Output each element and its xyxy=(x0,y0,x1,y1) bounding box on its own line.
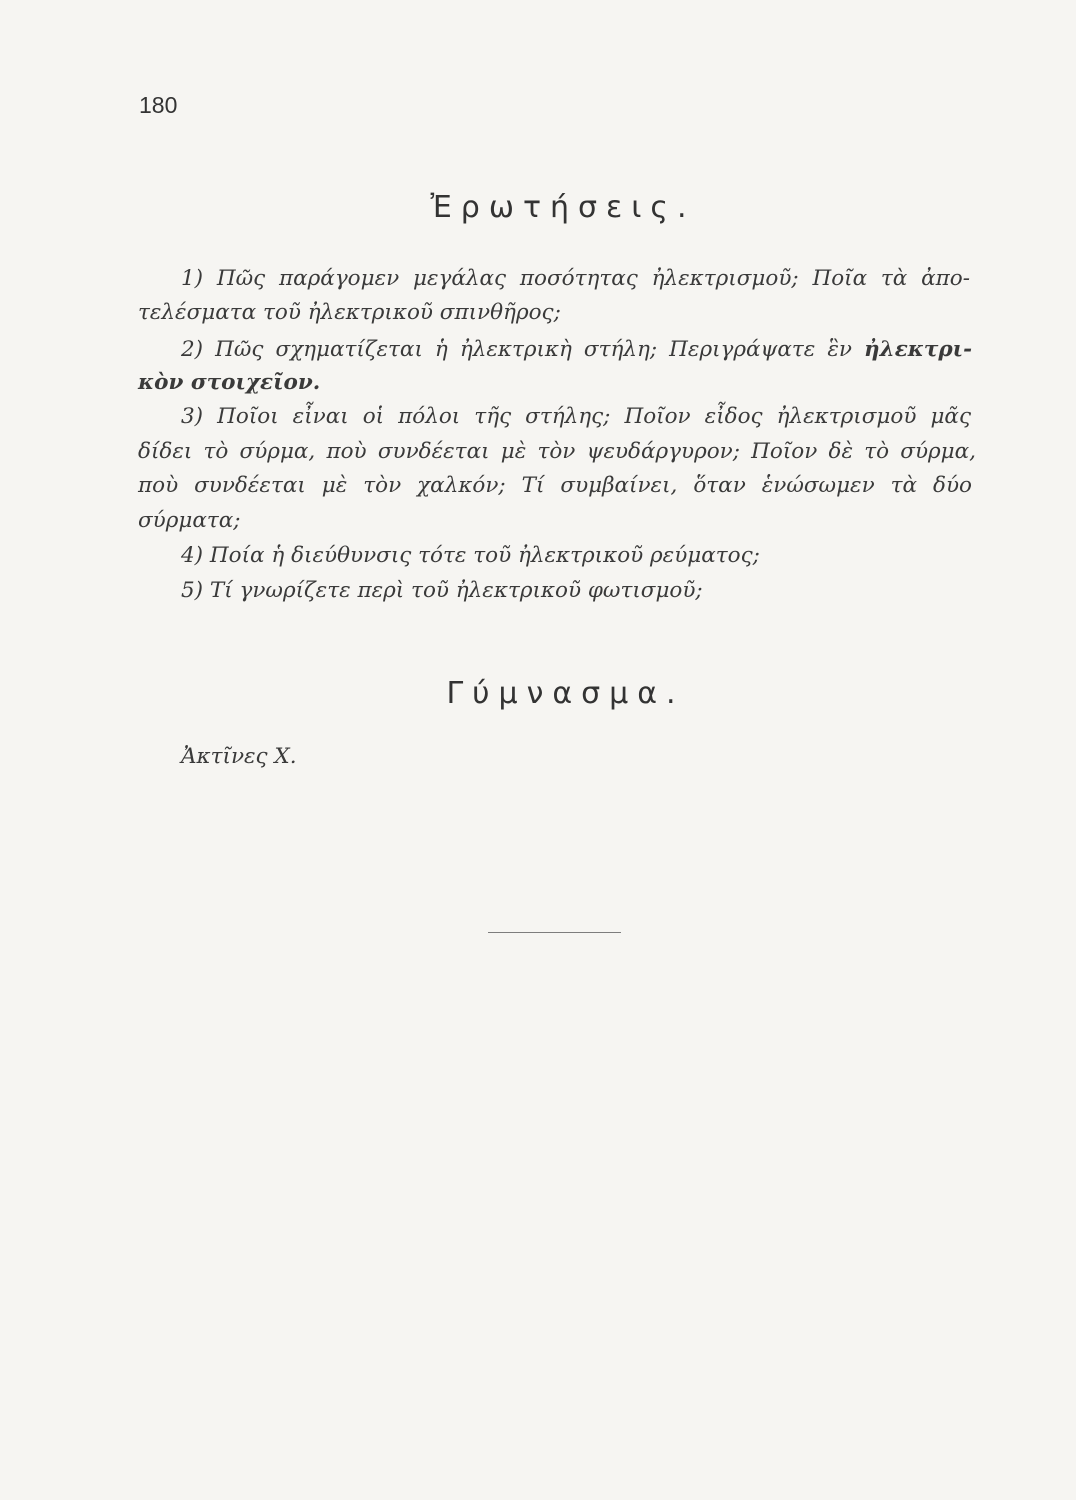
page-number: 180 xyxy=(139,92,178,118)
questions-heading: Ἐρωτήσεις. xyxy=(430,190,696,225)
question-3-line-3: ποὺ συνδέεται μὲ τὸν χαλκόν; Τί συμβαίνει, ὅταν ἑνώσωμεν τὰ δύο xyxy=(138,473,972,498)
question-2-line-2 xyxy=(138,370,320,395)
question-2-line-1 xyxy=(181,337,972,362)
question-2-bold-term: ἠλεκτρι- xyxy=(864,337,972,362)
question-2-bold-term-end: κὸν στοιχεῖον. xyxy=(138,370,321,395)
footer-rule xyxy=(488,932,621,933)
exercise-item: Ἀκτῖνες X. xyxy=(181,744,297,769)
question-3-line-4: σύρματα; xyxy=(138,508,241,533)
question-3-line-2: δίδει τὸ σύρμα, ποὺ συνδέεται μὲ τὸν ψευδάργυρον; Ποῖον δὲ τὸ σύρμα, xyxy=(138,439,976,464)
question-3-line-1: 3) Ποῖοι εἶναι οἱ πόλοι τῆς στήλης; Ποῖον εἶδος ἠλεκτρισμοῦ μᾶς xyxy=(181,404,971,429)
question-2-text: 2) Πῶς σχηματίζεται ἡ ἠλεκτρικὴ στήλη; Περιγράψατε ἓν xyxy=(181,337,852,362)
question-5-line-1: 5) Τί γνωρίζετε περὶ τοῦ ἠλεκτρικοῦ φωτισμοῦ; xyxy=(181,578,703,603)
question-4-line-1: 4) Ποία ἡ διεύθυνσις τότε τοῦ ἠλεκτρικοῦ ρεύματος; xyxy=(181,543,760,568)
question-1-line-1: 1) Πῶς παράγομεν μεγάλας ποσότητας ἠλεκτρισμοῦ; Ποῖα τὰ ἀπο- xyxy=(181,266,970,291)
question-1-line-2: τελέσματα τοῦ ἠλεκτρικοῦ σπινθῆρος; xyxy=(138,300,561,325)
exercise-heading: Γύμνασμα. xyxy=(446,676,685,711)
